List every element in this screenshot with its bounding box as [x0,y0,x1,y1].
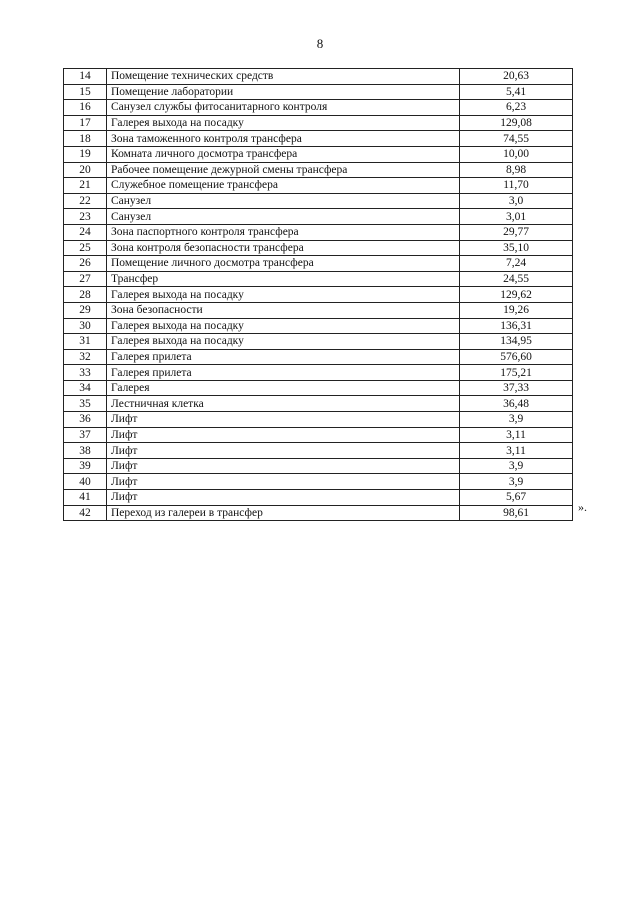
room-name: Галерея выхода на посадку [107,318,460,334]
room-area: 6,23 [460,100,573,116]
room-name: Лифт [107,412,460,428]
rooms-table [63,68,573,521]
table-row [64,178,573,194]
table-row [64,146,573,162]
room-area: 98,61 [460,505,573,521]
row-number: 23 [64,209,107,225]
row-number: 31 [64,334,107,350]
room-name: Галерея выхода на посадку [107,287,460,303]
room-area: 3,11 [460,427,573,443]
row-number: 29 [64,302,107,318]
room-name: Трансфер [107,271,460,287]
room-area: 3,9 [460,458,573,474]
room-name: Галерея прилета [107,349,460,365]
row-number: 14 [64,69,107,85]
room-area: 129,08 [460,115,573,131]
room-name: Зона таможенного контроля трансфера [107,131,460,147]
room-area: 134,95 [460,334,573,350]
room-area: 129,62 [460,287,573,303]
row-number: 18 [64,131,107,147]
room-name: Переход из галереи в трансфер [107,505,460,521]
table-row [64,209,573,225]
room-area: 20,63 [460,69,573,85]
row-number: 32 [64,349,107,365]
table-row [64,84,573,100]
row-number: 16 [64,100,107,116]
table-row [64,69,573,85]
room-area: 3,0 [460,193,573,209]
row-number: 19 [64,146,107,162]
row-number: 15 [64,84,107,100]
room-area: 36,48 [460,396,573,412]
table-row [64,365,573,381]
room-area: 24,55 [460,271,573,287]
table-row [64,349,573,365]
table-row [64,396,573,412]
room-area: 5,41 [460,84,573,100]
room-area: 11,70 [460,178,573,194]
row-number: 21 [64,178,107,194]
room-name: Лифт [107,458,460,474]
room-area: 3,9 [460,412,573,428]
row-number: 24 [64,224,107,240]
table-row [64,458,573,474]
page-number: 8 [316,36,324,51]
room-name: Служебное помещение трансфера [107,178,460,194]
room-name: Галерея выхода на посадку [107,115,460,131]
table-row [64,443,573,459]
room-area: 136,31 [460,318,573,334]
room-name: Зона паспортного контроля трансфера [107,224,460,240]
row-number: 28 [64,287,107,303]
room-area: 576,60 [460,349,573,365]
table-row [64,474,573,490]
room-name: Галерея прилета [107,365,460,381]
table-row [64,256,573,272]
room-name: Помещение технических средств [107,69,460,85]
room-name: Санузел [107,193,460,209]
room-name: Санузел [107,209,460,225]
row-number: 39 [64,458,107,474]
room-name: Помещение личного досмотра трансфера [107,256,460,272]
room-area: 10,00 [460,146,573,162]
table-row [64,224,573,240]
room-name: Галерея выхода на посадку [107,334,460,350]
row-number: 42 [64,505,107,521]
row-number: 41 [64,490,107,506]
row-number: 35 [64,396,107,412]
room-name: Помещение лаборатории [107,84,460,100]
room-area: 8,98 [460,162,573,178]
room-area: 175,21 [460,365,573,381]
table-row [64,193,573,209]
room-name: Лифт [107,443,460,459]
room-area: 19,26 [460,302,573,318]
table-row [64,115,573,131]
row-number: 33 [64,365,107,381]
row-number: 25 [64,240,107,256]
room-name: Зона контроля безопасности трансфера [107,240,460,256]
room-name: Комната личного досмотра трансфера [107,146,460,162]
rooms-table-body [64,69,573,521]
row-number: 40 [64,474,107,490]
room-area: 35,10 [460,240,573,256]
row-number: 38 [64,443,107,459]
table-row [64,271,573,287]
room-name: Галерея [107,380,460,396]
table-row [64,318,573,334]
room-area: 29,77 [460,224,573,240]
room-name: Рабочее помещение дежурной смены трансфера [107,162,460,178]
room-area: 74,55 [460,131,573,147]
row-number: 20 [64,162,107,178]
room-name: Зона безопасности [107,302,460,318]
room-area: 5,67 [460,490,573,506]
row-number: 30 [64,318,107,334]
room-name: Лифт [107,474,460,490]
closing-quote: ». [578,500,587,514]
table-row [64,162,573,178]
room-area: 3,11 [460,443,573,459]
table-row [64,100,573,116]
row-number: 37 [64,427,107,443]
room-name: Санузел службы фитосанитарного контроля [107,100,460,116]
table-row [64,505,573,521]
room-name: Лифт [107,427,460,443]
room-area: 3,01 [460,209,573,225]
row-number: 22 [64,193,107,209]
table-row [64,412,573,428]
table-row [64,490,573,506]
table-row [64,380,573,396]
row-number: 27 [64,271,107,287]
table-row [64,287,573,303]
table-row [64,302,573,318]
room-name: Лестничная клетка [107,396,460,412]
room-area: 37,33 [460,380,573,396]
room-area: 7,24 [460,256,573,272]
table-row [64,240,573,256]
row-number: 36 [64,412,107,428]
row-number: 17 [64,115,107,131]
row-number: 26 [64,256,107,272]
table-row [64,427,573,443]
room-name: Лифт [107,490,460,506]
row-number: 34 [64,380,107,396]
room-area: 3,9 [460,474,573,490]
table-row [64,334,573,350]
table-row [64,131,573,147]
